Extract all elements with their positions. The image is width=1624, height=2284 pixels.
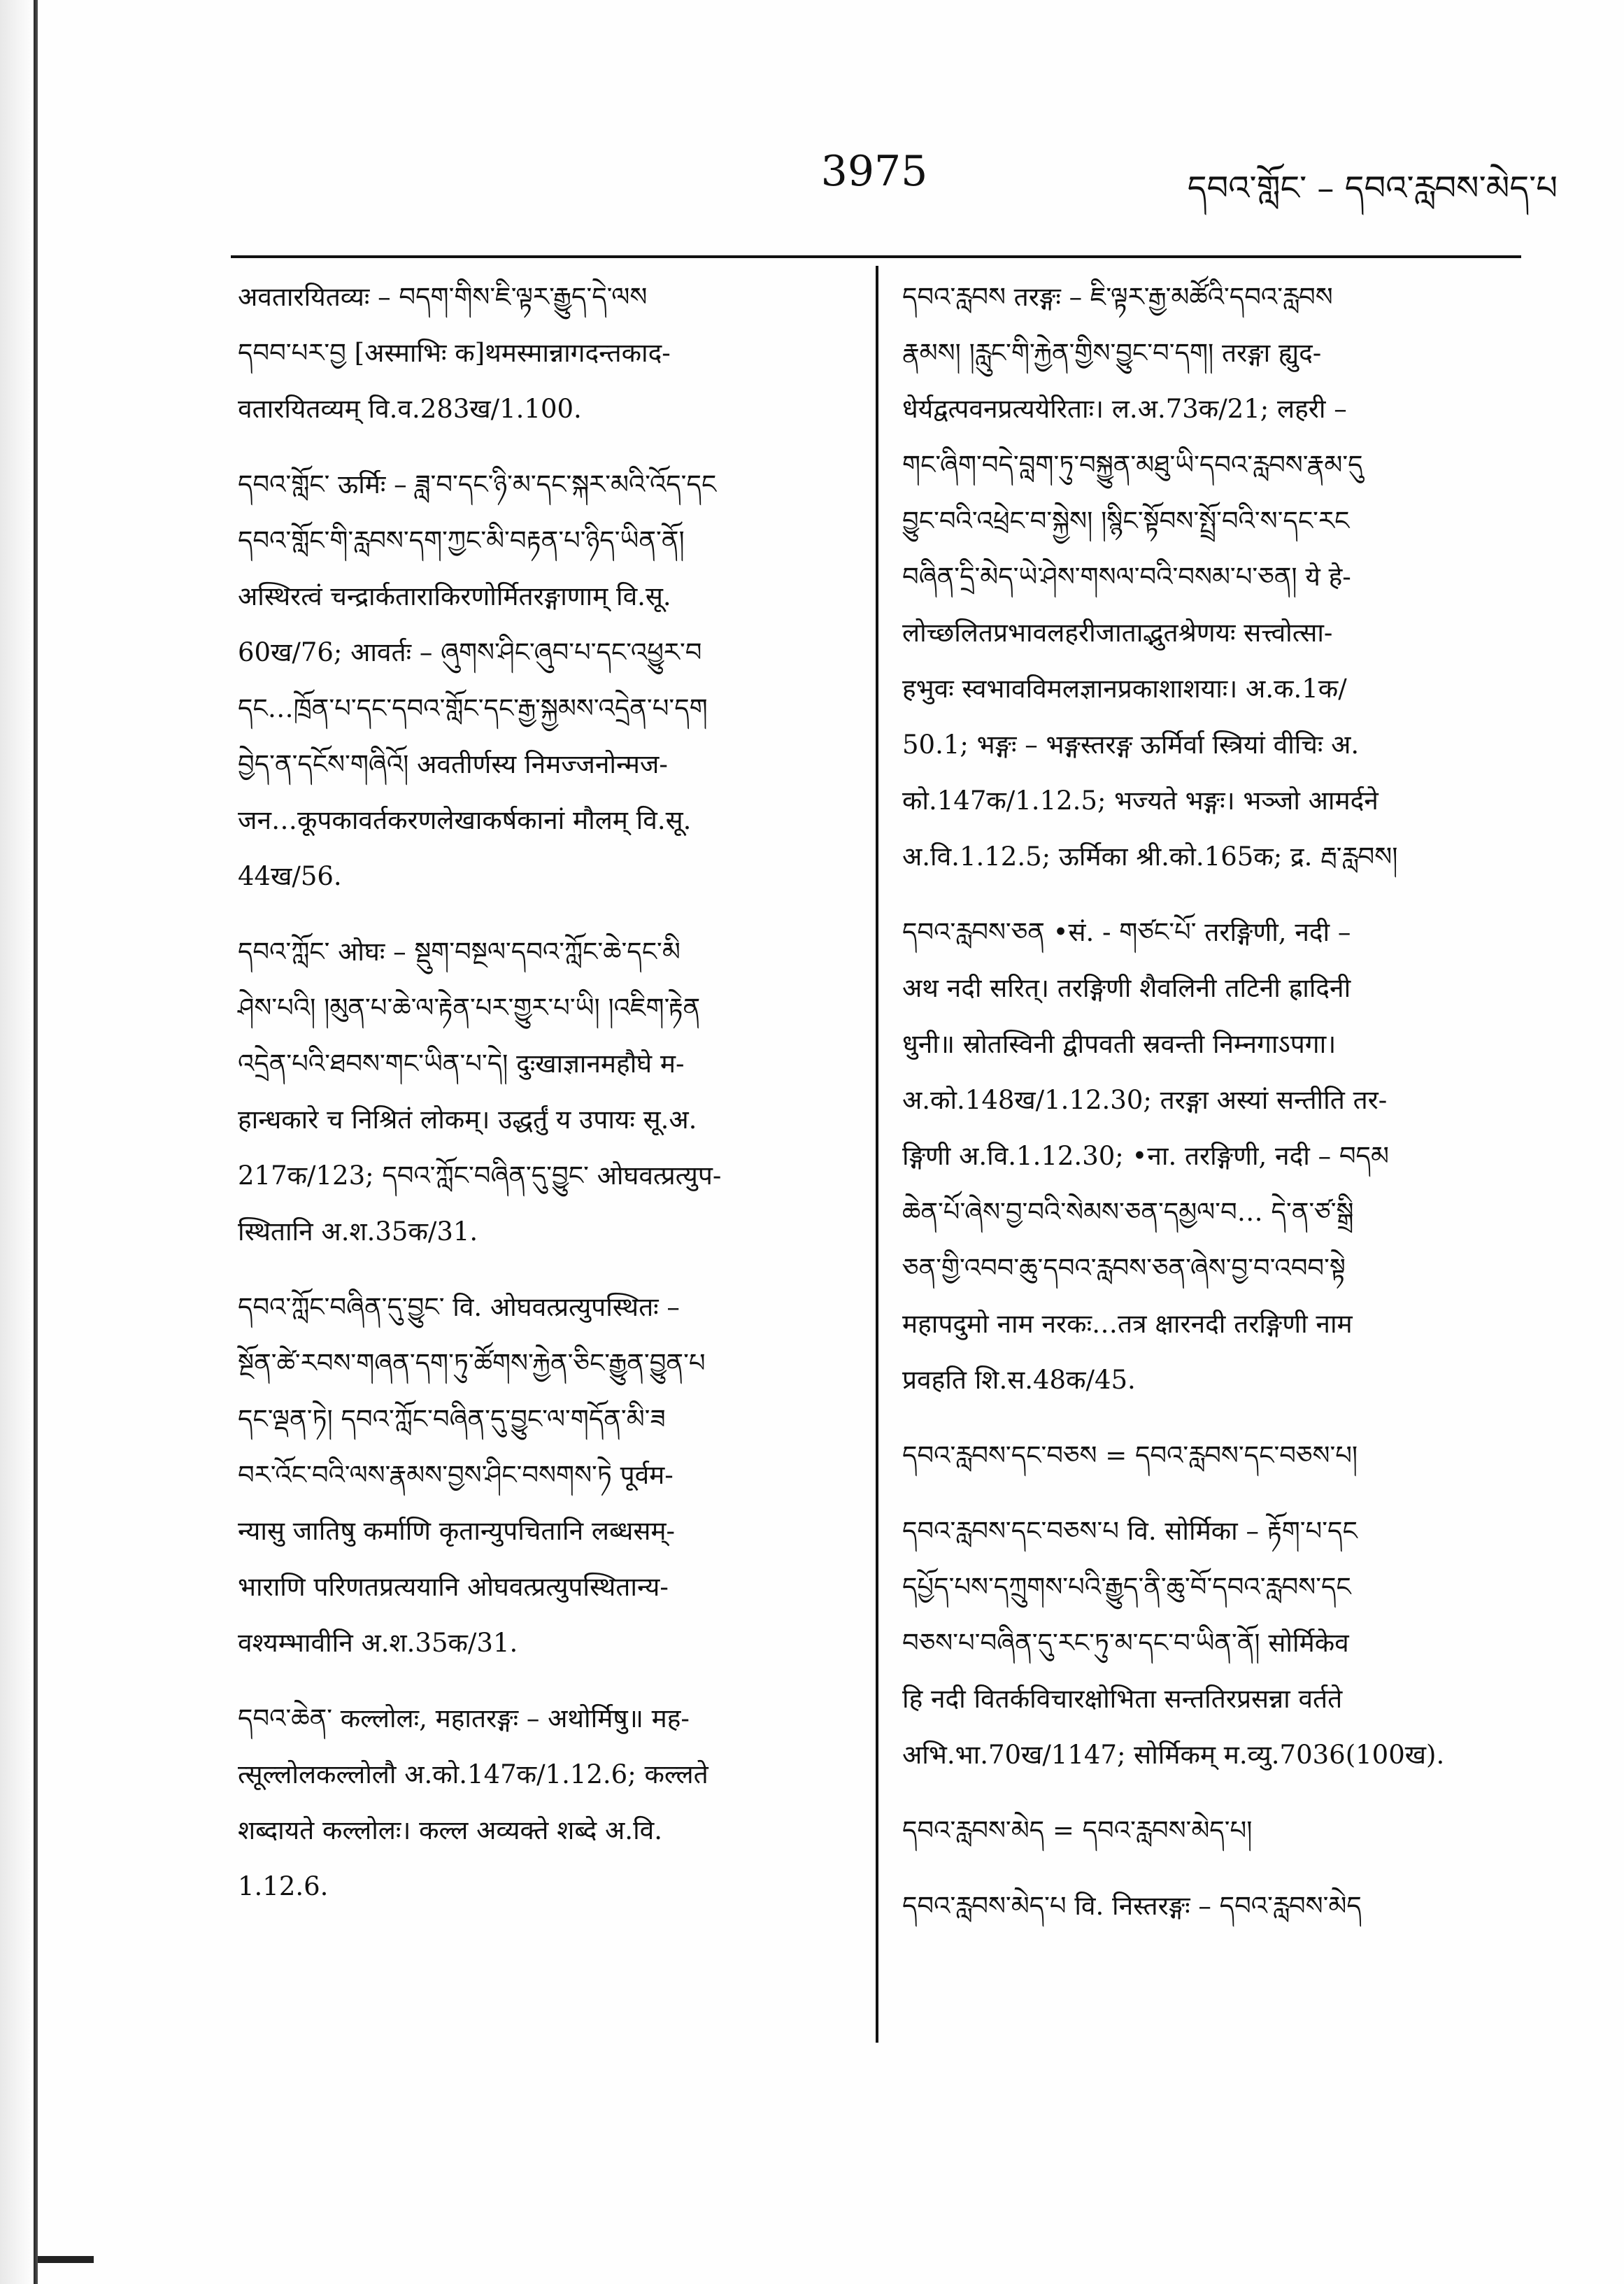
entry-line: अस्थिरत्वं चन्द्रार्कताराकिरणोर्मितरङ्गाणाम् वि.सू. <box>238 581 671 611</box>
entry-line: བྱེད་ན་དངོས་གཞིའོ། अवतीर्णस्य निमज्जनोन्मज- <box>238 749 668 779</box>
entry-line: དབའ་ཀློང་བཞིན་དུ་བྱུང་ वि. ओघवत्प्रत्युपस्थितः – <box>238 1292 680 1322</box>
entry-line: 217क/123; དབའ་ཀློང་བཞིན་དུ་བྱུང་ ओघवत्प्रत्युप- <box>238 1161 722 1191</box>
entry-line: अथ नदी सरित्। तरङ्गिणी शैवलिनी तटिनी ह्रादिनी <box>902 973 1351 1003</box>
entry-line: དཔྱོད་པས་དཀྲུགས་པའི་རྒྱུད་ནི་ཆུ་བོ་དབའ་རླབས་དང <box>902 1572 1351 1602</box>
dictionary-entry <box>238 1691 853 1915</box>
page-binding-edge <box>34 0 38 2284</box>
page-binding-shadow <box>0 0 34 2284</box>
dictionary-entry <box>902 1503 1518 1783</box>
entry-line: हान्धकारे च निश्रितं लोकम्। उद्धर्तुं य उपायः सू.अ. <box>238 1105 697 1135</box>
dictionary-entry <box>238 924 853 1260</box>
entry-line: དབའ་ཀློང་ ओघः – སྡུག་བསྔལ་དབའ་ཀློང་ཆེ་དང་མི <box>238 937 681 967</box>
entry-line: བཞིན་དྲི་མེད་ཡེ་ཤེས་གསལ་བའི་བསམ་པ་ཅན། ये हे- <box>902 562 1351 592</box>
entry-line: अ.को.148ख/1.12.30; तरङ्गा अस्यां सन्तीति तर- <box>902 1085 1388 1115</box>
entry-line: अ.वि.1.12.5; ऊर्मिका श्री.को.165क; द्र. རྦ་རླབས། <box>902 842 1398 872</box>
entry-line: प्रवहति शि.स.48क/45. <box>902 1365 1136 1395</box>
entry-line: वतारयितव्यम् वि.व.283ख/1.100. <box>238 394 582 424</box>
entry-line: དབའ་གློང་ ऊर्मिः – ཟླ་བ་དང་ཉི་མ་དང་སྐར་མའི་འོད་དང <box>238 469 717 499</box>
dictionary-entry <box>238 1279 853 1671</box>
column-divider <box>876 266 878 2043</box>
dictionary-entry <box>238 269 853 437</box>
entry-line: དབའ་རླབས तरङ्गः – ཇི་ལྟར་རྒྱ་མཚོའི་དབའ་རླབས <box>902 282 1333 312</box>
entry-line: དང…ཁྲོན་པ་དང་དབའ་གློང་དང་རྒྱ་སྐྱམས་འདྲེན་པ་དག <box>238 693 708 723</box>
entry-line: 50.1; भङ्गः – भङ्गस्तरङ्ग ऊर्मिर्वा स्त्रियां वीचिः अ. <box>902 730 1360 760</box>
entry-line: ཤེས་པའི། །མུན་པ་ཆེ་ལ་རྟེན་པར་གྱུར་པ་ཡི། །འཇིག་རྟེན <box>238 993 701 1023</box>
left-column <box>238 269 853 1934</box>
entry-line: स्थितानि अ.श.35क/31. <box>238 1217 478 1247</box>
entry-line: ཅན་གྱི་འབབ་ཆུ་དབའ་རླབས་ཅན་ཞེས་བྱ་བ་འབབ་སྟེ <box>902 1253 1346 1283</box>
entry-line: हभुवः स्वभावविमलज्ञानप्रकाशाशयाः। अ.क.1क/ <box>902 674 1347 704</box>
entry-line: འདྲེན་པའི་ཐབས་གང་ཡིན་པ་དེ། दुःखाज्ञानमहौघे म- <box>238 1049 685 1079</box>
entry-line: དབའ་གློང་གི་རླབས་དག་ཀྱང་མི་བརྟན་པ་ཉིད་ཡིན་ནོ། <box>238 525 685 555</box>
entry-line: བྱུང་བའི་འཕྲེང་བ་སྐྱེས། །སྙིང་སྟོབས་སྤྲོ་བའི་ས་དང་རང <box>902 506 1350 536</box>
entry-line: ཆེན་པོ་ཞེས་བྱ་བའི་སེམས་ཅན་དམྱལ་བ… དེ་ན་ཙ་སྒྲི <box>902 1197 1354 1227</box>
entry-line: དབའ་རླབས་ཅན •सं. - གཙང་པོ་ तरङ्गिणी, नदी – <box>902 917 1351 947</box>
entry-line: शब्दायते कल्लोलः। कल्ल अव्यक्ते शब्दे अ.वि. <box>238 1815 662 1845</box>
page-binding-foot <box>38 2256 94 2263</box>
entry-line: 44ख/56. <box>238 861 342 891</box>
entry-line: 60ख/76; आवर्तः – ཞུགས་ཤིང་ཞུབ་པ་དང་འཕྱུར་བ <box>238 637 702 667</box>
dictionary-entry <box>902 1803 1518 1859</box>
entry-line: भाराणि परिणतप्रत्ययानि ओघवत्प्रत्युपस्थितान्य- <box>238 1572 669 1602</box>
entry-line: जन…कूपकावर्तकरणलेखाकर्षकानां मौलम् वि.सू. <box>238 805 692 835</box>
entry-line: དབའ་རླབས་མེད = དབའ་རླབས་མེད་པ། <box>902 1815 1253 1845</box>
entry-line: 1.12.6. <box>238 1871 329 1901</box>
entry-line: न्यासु जातिषु कर्माणि कृतान्युपचितानि लब्धसम्- <box>238 1516 676 1546</box>
entry-line: को.147क/1.12.5; भज्यते भङ्गः। भञ्जो आमर्दने <box>902 786 1379 816</box>
entry-line: धेर्यद्वत्पवनप्रत्ययेरिताः। ल.अ.73क/21; लहरी – <box>902 394 1347 424</box>
entry-line: ङ्गिणी अ.वि.1.12.30; •ना. तरङ्गिणी, नदी – བདམ <box>902 1141 1389 1171</box>
entry-line: དང་ལྡན་ཏེ། དབའ་ཀློང་བཞིན་དུ་བྱུང་ལ་གདོན་མི་ཟ <box>238 1404 666 1434</box>
page-number: 3975 <box>820 147 928 196</box>
entry-line: སྔོན་ཚེ་རབས་གཞན་དག་ཏུ་ཚོགས་རྐྱེན་ཅིང་རྒྱུན་བྱུན་པ <box>238 1348 706 1378</box>
entry-line: त्सूल्लोलकल्लोलौ अ.को.147क/1.12.6; कल्लते <box>238 1759 708 1789</box>
entry-line: धुनी॥ स्रोतस्विनी द्वीपवती स्रवन्ती निम्नगाऽपगा। <box>902 1029 1337 1059</box>
entry-line: དབའ་རླབས་དང་བཅས་པ वि. सोर्मिका – རྟོག་པ་དང <box>902 1516 1358 1546</box>
entry-line: अभि.भा.70ख/1147; सोर्मिकम् म.व्यु.7036(100ख). <box>902 1740 1445 1770</box>
entry-line: དབའ་རླབས་དང་བཅས = དབའ་རླབས་དང་བཅས་པ། <box>902 1440 1358 1470</box>
right-column <box>902 269 1518 1954</box>
entry-line: དབབ་པར་བྱ [अस्माभिः क]थमस्मान्नागदन्तकाद- <box>238 338 671 368</box>
entry-line: བཅས་པ་བཞིན་དུ་རང་ཏུ་མ་དང་བ་ཡིན་ནོ། सोर्मिकेव <box>902 1628 1349 1658</box>
entry-line: དབའ་ཆེན་ कल्लोलः, महातरङ्गः – अथोर्मिषु॥ मह- <box>238 1703 690 1733</box>
dictionary-entry <box>238 457 853 905</box>
entry-line: གང་ཞིག་བདེ་བླག་ཏུ་བསྐྱུན་མཐུ་ཡི་དབའ་རླབས་རྣམ་དུ <box>902 450 1363 480</box>
entry-line: དབའ་རླབས་མེད་པ वि. निस्तरङ्गः – དབའ་རླབས་མེད <box>902 1891 1362 1921</box>
dictionary-entry <box>902 269 1518 885</box>
entry-line: महापदुमो नाम नरकः…तत्र क्षारनदी तरङ्गिणी नाम <box>902 1309 1353 1339</box>
entry-line: लोच्छलितप्रभावलहरीजाताद्भुतश्रेणयः सत्त्वोत्सा- <box>902 618 1333 648</box>
entry-line: བར་འོང་བའི་ལས་རྣམས་བྱས་ཤིང་བསགས་ཏེ पूर्वम- <box>238 1460 674 1490</box>
entry-line: हि नदी वितर्कविचारक्षोभिता सन्ततिरप्रसन्ना वर्तते <box>902 1684 1343 1714</box>
entry-line: वश्यम्भावीनि अ.श.35क/31. <box>238 1628 518 1658</box>
dictionary-entry <box>902 1428 1518 1484</box>
running-head: དབའ་གློང་ – དབའ་རླབས་མེད་པ <box>1187 169 1558 208</box>
dictionary-entry <box>902 905 1518 1408</box>
header-rule <box>231 255 1521 258</box>
entry-line: རྣམས། །རླུང་གི་རྐྱེན་གྱིས་བྱུང་བ་དག། तरङ्गा ह्युद- <box>902 338 1322 368</box>
dictionary-entry <box>902 1878 1518 1934</box>
entry-line: अवतारयितव्यः – བདག་གིས་ཇི་ལྟར་རྒྱུད་དེ་ལས <box>238 282 648 312</box>
